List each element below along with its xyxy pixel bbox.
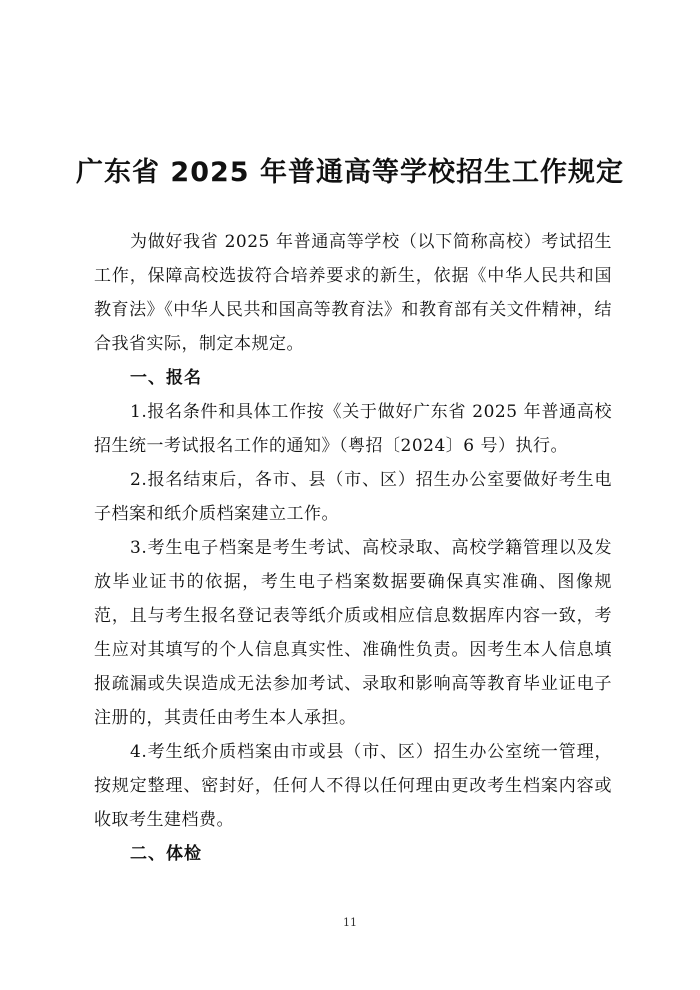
document-body: [94, 225, 612, 871]
intro-paragraph: 为做好我省 2025 年普通高等学校（以下简称高校）考试招生工作，保障高校选拔符合培养要求的新生，依据《中华人民共和国教育法》《中华人民共和国高等教育法》和教育部有关文件精神，结合我省实际，制定本规定。: [94, 232, 612, 354]
section-heading-physical-exam: 二、体检: [130, 844, 202, 864]
registration-item-3: 3.考生电子档案是考生考试、高校录取、高校学籍管理以及发放毕业证书的依据，考生电子档案数据要确保真实准确、图像规范，且与考生报名登记表等纸介质或相应信息数据库内容一致，考生应对其填写的个人信息真实性、准确性负责。因考生本人信息填报疏漏或失误造成无法参加考试、录取和影响高等教育毕业证电子注册的，其责任由考生本人承担。: [94, 538, 612, 728]
registration-item-2: 2.报名结束后，各市、县（市、区）招生办公室要做好考生电子档案和纸介质档案建立工作。: [94, 470, 612, 524]
registration-item-4: 4.考生纸介质档案由市或县（市、区）招生办公室统一管理，按规定整理、密封好，任何人不得以任何理由更改考生档案内容或收取考生建档费。: [94, 742, 612, 830]
page-number: 11: [343, 916, 357, 929]
registration-item-1: 1.报名条件和具体工作按《关于做好广东省 2025 年普通高校招生统一考试报名工作的通知》（粤招〔2024〕6 号）执行。: [94, 402, 612, 456]
document-title: 广东省 2025 年普通高等学校招生工作规定: [76, 157, 624, 188]
section-heading-registration: 一、报名: [130, 368, 202, 388]
